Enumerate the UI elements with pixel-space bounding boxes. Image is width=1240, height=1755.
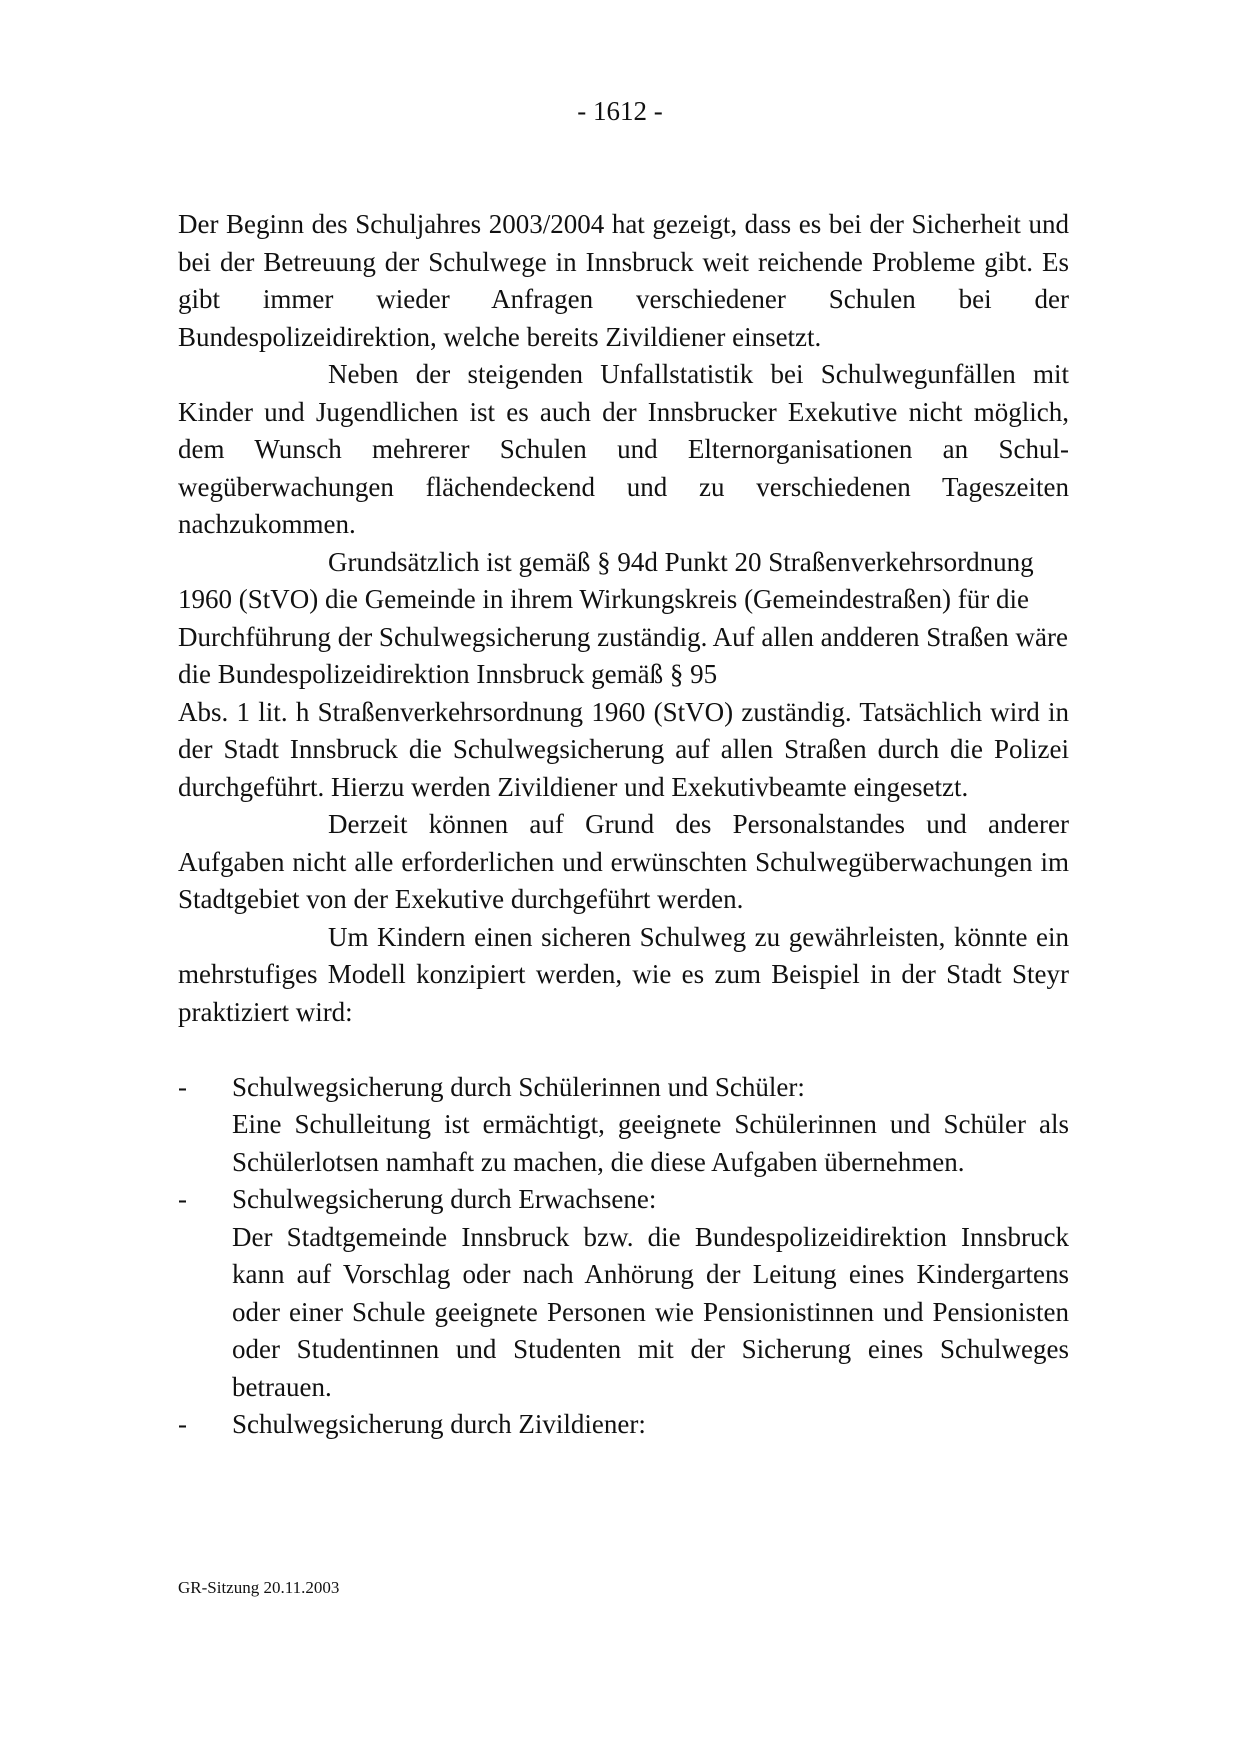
paragraph-2: Neben der steigenden Unfallstatistik bei Schulwegunfällen mit Kinder und Jugendlichen ist es auch der Innsbrucker Exekutive nicht möglich, dem Wunsch mehrerer Schulen und Elternorganisationen an Schulwegüberwachungen flächendeckend und zu verschiedenen Tageszeiten nachzukommen. bbox=[178, 359, 1069, 539]
list-dash: - bbox=[178, 1071, 187, 1102]
paragraph-1: Der Beginn des Schuljahres 2003/2004 hat gezeigt, dass es bei der Sicherheit und bei der Betreuung der Schulwege in Innsbruck weit reichende Probleme gibt. Es gibt immer wieder Anfragen verschiedener Schulen bei der Bundespolizeidirektion, welche bereits Zivildiener einsetzt. bbox=[178, 209, 1069, 352]
paragraph-3-part-1: Grundsätzlich ist gemäß § 94d Punkt 20 Straßenverkehrsordnung 1960 (StVO) die Gemeinde in ihrem Wirkungskreis (Gemeindestraßen) für die Durchführung der Schulwegsicherung zuständig. Auf allen andderen Straßen wäre die Bundespolizeidirektion Innsbruck gemäß § 95 bbox=[178, 546, 1068, 689]
footer-session-date: GR-Sitzung 20.11.2003 bbox=[178, 1578, 340, 1597]
list-item bbox=[178, 1069, 1069, 1182]
list-item bbox=[178, 1181, 1069, 1406]
list-item bbox=[178, 1406, 1069, 1444]
paragraph-spacer bbox=[178, 1031, 1069, 1069]
page-number: - 1612 - bbox=[577, 96, 663, 126]
list-dash: - bbox=[178, 1409, 187, 1439]
list-item-title: Schulwegsicherung durch Erwachsene: bbox=[232, 1184, 657, 1214]
list-item-body: Der Stadtgemeinde Innsbruck bzw. die Bundespolizeidirektion Innsbruck kann auf Vorschlag oder nach Anhörung der Leitung eines Kindergartens oder einer Schule geeignete Personen wie Pensionistinnen und Pensionisten oder Studentinnen und Studenten mit der Sicherung eines Schulweges betrauen. bbox=[232, 1221, 1069, 1402]
paragraph-4: Derzeit können auf Grund des Personalstandes und anderer Aufgaben nicht alle erforderlichen und erwünschten Schulwegüberwachungen im Stadtgebiet von der Exekutive durchgeführt werden. bbox=[178, 809, 1069, 914]
list-dash: - bbox=[178, 1184, 187, 1214]
document-body bbox=[178, 206, 1069, 1444]
paragraph-5: Um Kindern einen sicheren Schulweg zu gewährleisten, könnte ein mehrstufiges Modell konzipiert werden, wie es zum Beispiel in der Stadt Steyr praktiziert wird: bbox=[178, 921, 1069, 1027]
list-item-body: Eine Schulleitung ist ermächtigt, geeignete Schülerinnen und Schüler als Schülerlotsen namhaft zu machen, die diese Aufgaben übernehmen. bbox=[232, 1109, 1069, 1177]
measures-list bbox=[178, 1069, 1069, 1444]
paragraph-3-part-2: Abs. 1 lit. h Straßenverkehrsordnung 1960 (StVO) zuständig. Tatsächlich wird in der Stadt Innsbruck die Schulwegsicherung auf allen Straßen durch die Polizei durchgeführt. Hierzu werden Zivildiener und Exekutivbeamte eingesetzt. bbox=[178, 696, 1069, 802]
list-item-title: Schulwegsicherung durch Zivildiener: bbox=[232, 1409, 646, 1439]
list-item-title: Schulwegsicherung durch Schülerinnen und Schüler: bbox=[232, 1071, 805, 1102]
